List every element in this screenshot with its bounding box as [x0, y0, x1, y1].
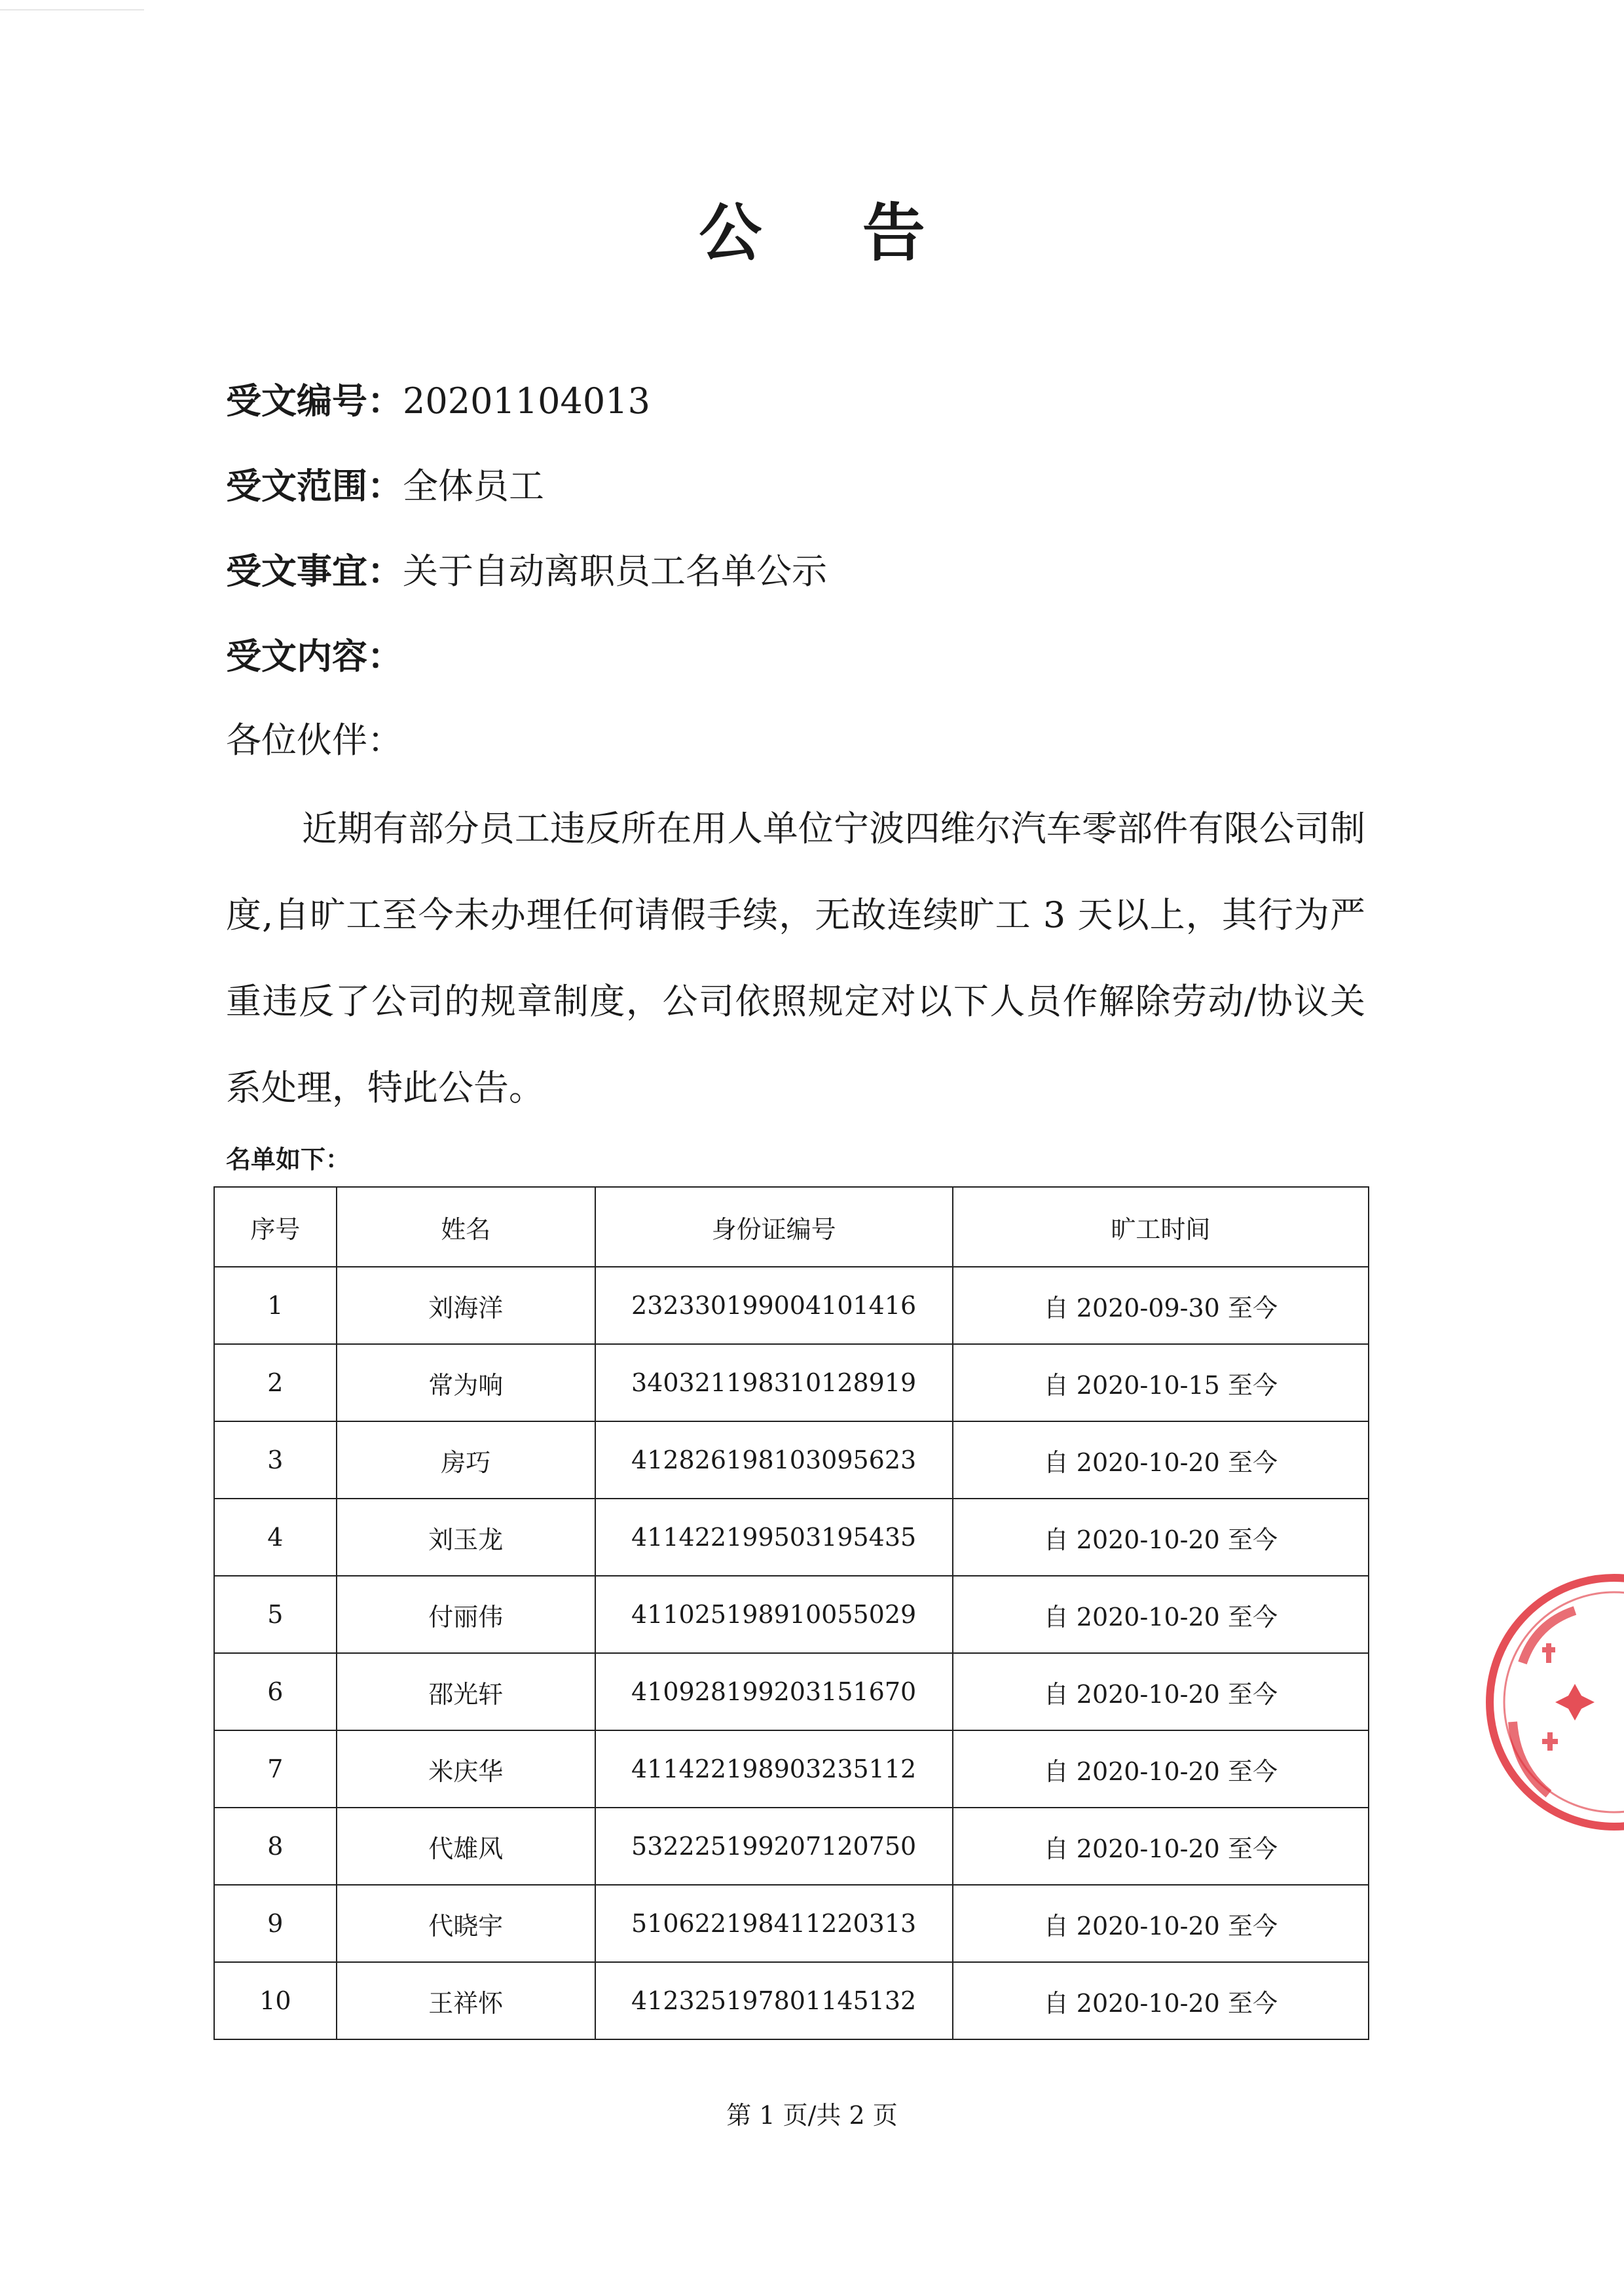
row-id-number: 412826198103095623 — [595, 1421, 953, 1499]
row-name: 房巧 — [337, 1421, 595, 1499]
table-row — [214, 1344, 1369, 1421]
meta-value: 全体员工 — [403, 465, 544, 507]
table-row — [214, 1730, 1369, 1808]
row-absence-period: 自 2020-10-20 至今 — [953, 1730, 1369, 1808]
header-absence-period: 旷工时间 — [953, 1187, 1369, 1267]
row-name: 王祥怀 — [337, 1962, 595, 2039]
row-id-number: 232330199004101416 — [595, 1267, 953, 1344]
table-row — [214, 1421, 1369, 1499]
meta-value: 关于自动离职员工名单公示 — [403, 551, 827, 592]
row-name: 代晓宇 — [337, 1885, 595, 1962]
table-body — [214, 1267, 1369, 2039]
greeting: 各位伙伴： — [226, 720, 403, 761]
row-id-number: 411422198903235112 — [595, 1730, 953, 1808]
row-absence-period: 自 2020-10-20 至今 — [953, 1421, 1369, 1499]
meta-row-content — [226, 629, 403, 679]
row-index: 5 — [214, 1576, 337, 1653]
meta-row-subject — [226, 543, 827, 594]
list-heading: 名单如下： — [226, 1145, 351, 1174]
meta-row-scope — [226, 458, 544, 509]
row-absence-period: 自 2020-10-20 至今 — [953, 1962, 1369, 2039]
row-index: 7 — [214, 1730, 337, 1808]
row-name: 邵光轩 — [337, 1653, 595, 1730]
meta-row-number — [226, 373, 650, 424]
meta-label: 受文事宜： — [226, 551, 403, 592]
row-id-number: 410928199203151670 — [595, 1653, 953, 1730]
row-index: 2 — [214, 1344, 337, 1421]
row-absence-period: 自 2020-10-20 至今 — [953, 1653, 1369, 1730]
meta-label: 受文内容： — [226, 636, 403, 677]
row-index: 4 — [214, 1499, 337, 1576]
row-id-number: 340321198310128919 — [595, 1344, 953, 1421]
header-name: 姓名 — [337, 1187, 595, 1267]
meta-value: 20201104013 — [403, 380, 650, 422]
row-name: 付丽伟 — [337, 1576, 595, 1653]
table-row — [214, 1267, 1369, 1344]
row-absence-period: 自 2020-10-15 至今 — [953, 1344, 1369, 1421]
body-paragraph: 近期有部分员工违反所在用人单位宁波四维尔汽车零部件有限公司制度,自旷工至今未办理任何请假手续，无故连续旷工 3 天以上，其行为严重违反了公司的规章制度，公司依照规定对以下人员作解除劳动/协议关系处理，特此公告。 — [226, 808, 1365, 1108]
row-id-number: 411422199503195435 — [595, 1499, 953, 1576]
table-row — [214, 1808, 1369, 1885]
row-index: 10 — [214, 1962, 337, 2039]
row-absence-period: 自 2020-09-30 至今 — [953, 1267, 1369, 1344]
meta-label: 受文编号： — [226, 380, 403, 422]
row-id-number: 532225199207120750 — [595, 1808, 953, 1885]
page-footer: 第 1 页/共 2 页 — [726, 2101, 898, 2130]
row-index: 1 — [214, 1267, 337, 1344]
row-index: 3 — [214, 1421, 337, 1499]
header-id-number: 身份证编号 — [595, 1187, 953, 1267]
row-absence-period: 自 2020-10-20 至今 — [953, 1808, 1369, 1885]
table-row — [214, 1499, 1369, 1576]
row-name: 常为响 — [337, 1344, 595, 1421]
employee-table — [213, 1186, 1369, 2040]
table-header-row — [214, 1187, 1369, 1267]
table-row — [214, 1962, 1369, 2039]
company-seal-stamp — [1477, 1565, 1624, 1840]
row-absence-period: 自 2020-10-20 至今 — [953, 1885, 1369, 1962]
row-index: 8 — [214, 1808, 337, 1885]
row-index: 6 — [214, 1653, 337, 1730]
scan-edge-mark — [0, 0, 144, 10]
row-absence-period: 自 2020-10-20 至今 — [953, 1499, 1369, 1576]
row-name: 刘海洋 — [337, 1267, 595, 1344]
row-name: 代雄风 — [337, 1808, 595, 1885]
meta-label: 受文范围： — [226, 465, 403, 507]
table-row — [214, 1885, 1369, 1962]
header-index: 序号 — [214, 1187, 337, 1267]
row-absence-period: 自 2020-10-20 至今 — [953, 1576, 1369, 1653]
row-id-number: 411025198910055029 — [595, 1576, 953, 1653]
row-name: 刘玉龙 — [337, 1499, 595, 1576]
row-id-number: 510622198411220313 — [595, 1885, 953, 1962]
row-id-number: 412325197801145132 — [595, 1962, 953, 2039]
page-title: 公 告 — [699, 196, 965, 270]
table-row — [214, 1653, 1369, 1730]
row-index: 9 — [214, 1885, 337, 1962]
table-row — [214, 1576, 1369, 1653]
row-name: 米庆华 — [337, 1730, 595, 1808]
